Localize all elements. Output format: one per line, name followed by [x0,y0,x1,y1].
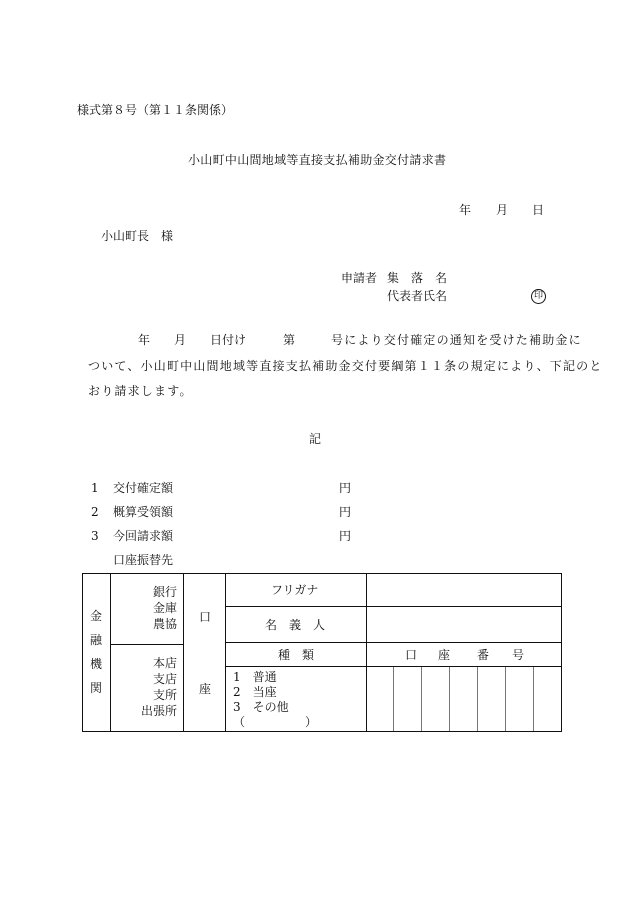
para-line3: おり請求します。 [88,384,193,398]
item-1-number: 1 [91,481,99,495]
transfer-label: 口座振替先 [113,553,174,567]
ki-heading: 記 [309,432,322,446]
branch-type-main: 本店 [153,656,178,670]
date-day: 日 [532,203,545,217]
account-type-current: 2 当座 [233,685,277,699]
bank-type-nokyo: 農協 [153,617,178,631]
para-line1-rest: 号により交付確定の通知を受けた補助金に [331,333,582,347]
item-2-number: 2 [91,505,99,519]
date-month: 月 [496,203,509,217]
account-holder-field[interactable] [367,607,561,642]
kouza-label-bottom: 座 [199,682,212,696]
financial-institution-label: 金 融 機 関 [89,609,102,695]
account-number-char-3: 番 [477,648,490,662]
account-type-label: 種 類 [278,648,315,662]
settlement-label: 集 落 名 [387,271,448,285]
item-1-unit: 円 [339,481,352,495]
account-holder-label: 名 義 人 [265,618,326,632]
branch-type-branch: 支店 [153,672,178,686]
item-2-label: 概算受領額 [113,505,174,519]
para-month: 月 [174,333,187,347]
item-3-unit: 円 [339,529,352,543]
para-number: 第 [283,333,296,347]
account-type-ordinary: 1 普通 [233,670,277,684]
bank-account-table [82,573,562,732]
branch-type-office: 支所 [153,688,178,702]
furigana-field[interactable] [367,574,561,606]
account-number-char-4: 号 [512,648,525,662]
applicant-label: 申請者 [341,271,378,285]
seal-mark: 印 [531,289,546,304]
item-2-unit: 円 [339,505,352,519]
para-line2: ついて、小山町中山間地域等直接支払補助金交付要綱第１１条の規定により、下記のと [88,359,603,373]
branch-type-agency: 出張所 [141,704,178,718]
account-type-other: 3 その他 [233,700,289,714]
furigana-label: フリガナ [271,583,319,597]
bank-type-bank: 銀行 [153,585,178,599]
bank-type-shinkin: 金庫 [153,601,178,615]
account-number-char-2: 座 [438,648,451,662]
account-number-char-1: 口 [405,648,418,662]
item-3-number: 3 [91,529,99,543]
kouza-label-top: 口 [199,610,212,624]
date-year: 年 [459,203,472,217]
addressee: 小山町長 様 [101,229,174,243]
account-type-other-blank: （ ） [233,715,318,729]
item-3-label: 今回請求額 [113,529,174,543]
para-day: 日付け [210,333,247,347]
item-1-label: 交付確定額 [113,481,174,495]
form-title: 小山町中山間地域等直接支払補助金交付請求書 [188,153,447,167]
form-number: 様式第８号（第１１条関係） [77,103,234,117]
para-year: 年 [138,333,151,347]
representative-label: 代表者氏名 [387,289,448,303]
